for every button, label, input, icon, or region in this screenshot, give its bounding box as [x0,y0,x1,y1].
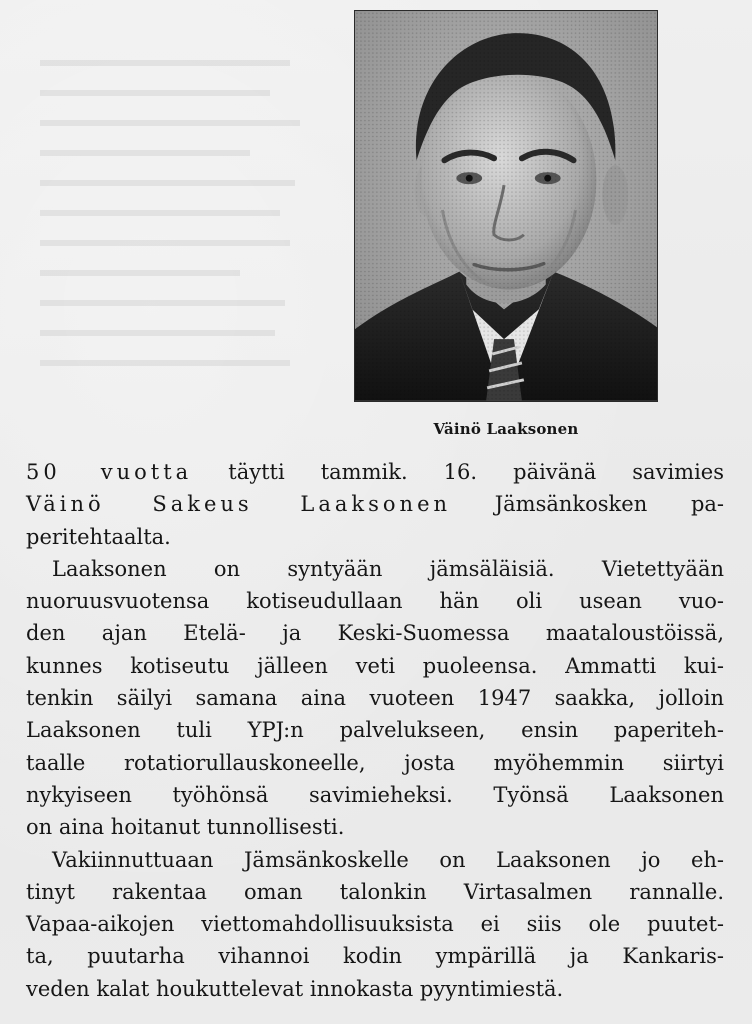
article-line [26,779,724,811]
article-text-run: Vapaa-aikojen viettomahdollisuuksista ei siis ole puutet- [26,912,724,937]
article-text-run: taalle rotatiorullauskoneelle, josta myöhemmin siirtyi [26,750,724,775]
article-line [26,553,724,585]
article-line [26,488,724,520]
article-line [26,876,724,908]
article-line [26,585,724,617]
article-line [26,811,724,843]
article-text-run: Jämsänkosken pa- [451,492,724,517]
article-text-run: Laaksonen on syntyään jämsäläisiä. Vietettyään [52,556,724,581]
spaced-emphasis-text: 50 vuotta [26,460,193,484]
article-line [26,714,724,746]
article-line [26,973,724,1005]
article-text-run: peritehtaalta. [26,524,171,549]
article-line [26,650,724,682]
spaced-emphasis-text: Väinö Sakeus Laaksonen [26,492,452,517]
article-text [26,456,724,1005]
article-text-run: on aina hoitanut tunnollisesti. [26,815,345,840]
article-text-run: nykyiseen työhönsä savimieheksi. Työnsä Laaksonen [26,782,724,807]
article-text-run: täytti tammik. 16. päivänä savimies [192,460,724,484]
article-text-run: Laaksonen tuli YPJ:n palvelukseen, ensin paperiteh- [26,718,724,743]
portrait-illustration [355,11,657,401]
article-text-run: tenkin säilyi samana aina vuoteen 1947 saakka, jolloin [26,686,724,711]
article-text-run: nuoruusvuotensa kotiseudullaan hän oli usean vuo- [26,589,724,614]
article-text-run: Vakiinnuttuaan Jämsänkoskelle on Laaksonen jo eh- [52,847,724,872]
article-line [26,682,724,714]
article-text-run: veden kalat houkuttelevat innokasta pyyntimiestä. [26,976,564,1001]
article-text-run: ta, puutarha vihannoi kodin ympärillä ja Kankaris- [26,944,724,969]
article-line [26,908,724,940]
article-line [26,844,724,876]
article-line [26,940,724,972]
article-line [26,521,724,553]
article-line [26,456,724,488]
article-text-run: den ajan Etelä- ja Keski-Suomessa maataloustöissä, [26,621,724,646]
portrait-photo [354,10,658,402]
article-text-run: kunnes kotiseutu jälleen veti puoleensa. Ammatti kui- [26,653,724,678]
article-text-run: tinyt rakentaa oman talonkin Virtasalmen rannalle. [26,879,724,904]
article-line [26,617,724,649]
article-line [26,747,724,779]
photo-caption: Väinö Laaksonen [433,420,579,438]
